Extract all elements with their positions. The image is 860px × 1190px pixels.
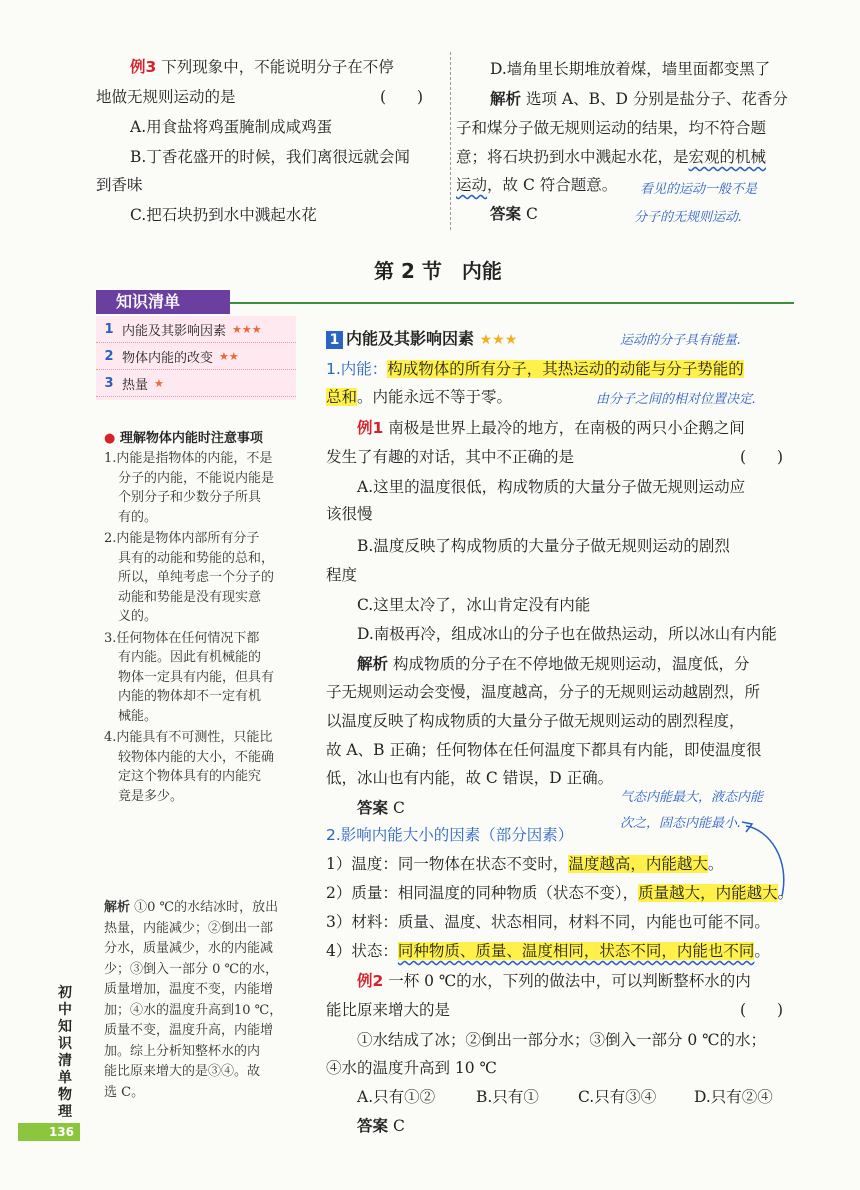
ex2-option-b: B.只有①: [476, 1088, 539, 1106]
ex3-question-line2: 地做无规则运动的是: [96, 88, 236, 106]
book-vertical-label: 初中知识清单 物理: [58, 985, 86, 1120]
ex1-analysis-line3: 以温度反映了构成物质的大量分子做无规则运动的剧烈程度，: [326, 712, 745, 730]
handwritten-note: 分子的无规则运动.: [634, 210, 743, 225]
star-icon: ★: [154, 376, 164, 390]
ex2-line1: 例2 一杯 0 ℃的水，下列的做法中，可以判断整杯水的内: [357, 972, 751, 990]
factor-temperature: 1）温度：同一物体在状态不变时，温度越高，内能越大。: [326, 855, 724, 873]
ex1-answer-paren: ( ): [740, 448, 784, 466]
notes-title: ● 理解物体内能时注意事项: [104, 431, 263, 446]
ex2-line4: ④水的温度升高到 10 ℃: [326, 1059, 497, 1077]
factor-mass: 2）质量：相同温度的同种物质（状态不变），质量越大，内能越大。: [326, 884, 794, 902]
ex2-answer-paren: ( ): [740, 1001, 784, 1019]
sidebar-analysis: 解析 ①0 ℃的水结冰时，放出 热量，内能减少；②倒出一部 分水，质量减少，水的内能减 少；③倒入一部分 0 ℃的水， 质量增加，温度不变，内能增 加；④水的温度升高到10 ℃， 质量不变，温度升高，内能增 加。综上分析知整杯水的内 能比原来增大的是③④。故 选 C。: [104, 900, 283, 1100]
note-item: 2.内能是物体内部所有分子 具有的动能和势能的总和， 所以，单纯考虑一个分子的 动能和势能是没有现实意 义的。: [104, 531, 275, 624]
star-icon: ★★★: [479, 332, 518, 348]
highlight: 总和: [326, 388, 358, 406]
factor-state: 4）状态：同种物质、质量、温度相同，状态不同，内能也不同。: [326, 942, 770, 960]
ex2-option-a: A.只有①②: [357, 1088, 436, 1106]
bullet-icon: ●: [104, 431, 116, 446]
ex1-option-a-cont: 该很慢: [326, 505, 373, 523]
ex3-answer: 答案 C: [490, 205, 538, 223]
ex3-option-b: B.丁香花盛开的时候，我们离很远就会闻: [130, 148, 410, 166]
handwritten-note: 次之，固态内能最小.: [620, 816, 742, 831]
ex1-analysis-line4: 故 A、B 正确；任何物体在任何温度下都具有内能，即使温度很: [326, 741, 762, 759]
wavy-underline: 宏观的机械: [688, 148, 767, 166]
page-number: 136: [18, 1123, 80, 1141]
handwritten-note: 运动的分子具有能量.: [620, 333, 742, 348]
knowledge-item[interactable]: 1 内能及其影响因素 ★★★: [96, 316, 296, 343]
ex1-analysis-line1: 解析 构成物质的分子在不停地做无规则运动，温度低，分: [357, 655, 750, 673]
star-icon: ★★★: [232, 322, 262, 336]
ex2-option-d: D.只有②④: [694, 1088, 773, 1106]
star-icon: ★★: [219, 349, 239, 363]
highlight: 同种物质、质量、温度相同，状态不同，内能也不同: [397, 942, 755, 960]
ex3-option-d: D.墙角里长期堆放着煤，墙里面都变黑了: [490, 60, 771, 78]
knowledge-item[interactable]: 2 物体内能的改变 ★★: [96, 343, 296, 370]
ex3-analysis-line2: 子和煤分子做无规则运动的结果，均不符合题: [456, 119, 767, 137]
ex1-option-c: C.这里太冷了，冰山肯定没有内能: [357, 596, 591, 614]
highlight: 构成物体的所有分子，其热运动的动能与分子势能的: [387, 360, 744, 378]
ex3-option-c: C.把石块扔到水中溅起水花: [130, 206, 317, 224]
ex1-line2: 发生了有趣的对话，其中不正确的是: [326, 448, 575, 466]
ex2-answer: 答案 C: [357, 1117, 405, 1135]
definition-line2: 总和。内能永远不等于零。: [326, 388, 513, 406]
column-divider: [450, 52, 451, 230]
ex2-line3: ①水结成了冰；②倒出一部分水；③倒入一部分 0 ℃的水；: [357, 1031, 767, 1049]
note-item: 1.内能是指物体的内能，不是 分子的内能，不能说内能是 个别分子和少数分子所具 有的。: [104, 451, 275, 525]
ex1-analysis-line2: 子无规则运动会变慢，温度越高，分子的无规则运动越剧烈，所: [326, 683, 761, 701]
ex2-option-c: C.只有③④: [578, 1088, 657, 1106]
ex3-option-a: A.用食盐将鸡蛋腌制成咸鸡蛋: [130, 118, 333, 136]
knowledge-item[interactable]: 3 热量 ★: [96, 370, 296, 397]
ex3-analysis-line1: 解析 选项 A、B、D 分别是盐分子、花香分: [490, 90, 788, 108]
knowledge-list-header: 知识清单: [96, 290, 230, 314]
ex1-answer: 答案 C: [357, 799, 405, 817]
highlight: 质量越大，内能越大: [638, 884, 778, 902]
ex2-line2: 能比原来增大的是: [326, 1001, 451, 1019]
notes-list: [104, 449, 300, 806]
ex3-question-line1: 例3 下列现象中，不能说明分子在不停: [130, 58, 394, 76]
handwritten-note: 气态内能最大，液态内能: [620, 790, 764, 805]
subsection-heading: 1 内能及其影响因素 ★★★: [326, 326, 517, 349]
knowledge-list: [96, 316, 296, 400]
ex1-option-b: B.温度反映了构成物质的大量分子做无规则运动的剧烈: [357, 537, 730, 555]
ex1-line1: 例1 南极是世界上最冷的地方，在南极的两只小企鹅之间: [357, 419, 745, 437]
definition-line1: 1.内能：构成物体的所有分子，其热运动的动能与分子势能的: [326, 360, 744, 378]
section-title: 第 2 节 内能: [374, 259, 502, 283]
example-label: 例3: [130, 58, 157, 76]
ex3-answer-paren: ( ): [380, 88, 424, 106]
ex1-option-a: A.这里的温度很低，构成物质的大量分子做无规则运动应: [357, 478, 746, 496]
handwritten-note: 由分子之间的相对位置决定.: [596, 392, 757, 407]
ex1-analysis-line5: 低，冰山也有内能，故 C 错误，D 正确。: [326, 769, 614, 787]
ex3-analysis-line3: 意；将石块扔到水中溅起水花，是宏观的机械: [456, 148, 767, 166]
handwritten-note: 看见的运动一般不是: [640, 182, 758, 197]
note-item: 3.任何物体在任何情况下都 有内能。因此有机械能的 物体一定具有内能，但具有 内能的物体却不一定有机 械能。: [104, 630, 275, 724]
ex3-analysis-line4: 运动，故 C 符合题意。: [456, 176, 618, 194]
ex3-option-b-cont: 到香味: [96, 176, 143, 194]
factors-title: 2.影响内能大小的因素（部分因素）: [326, 826, 574, 844]
highlight: 温度越高，内能越大: [568, 855, 708, 873]
factor-material: 3）材料：质量、温度、状态相同，材料不同，内能也可能不同。: [326, 913, 770, 931]
ex1-option-b-cont: 程度: [326, 566, 358, 584]
ex1-option-d: D.南极再冷，组成冰山的分子也在做热运动，所以冰山有内能: [357, 625, 777, 643]
note-item: 4.内能具有不可测性，只能比 较物体内能的大小，不能确 定这个物体具有的内能究 竟是多少。: [104, 730, 275, 804]
header-rule: [230, 302, 794, 304]
